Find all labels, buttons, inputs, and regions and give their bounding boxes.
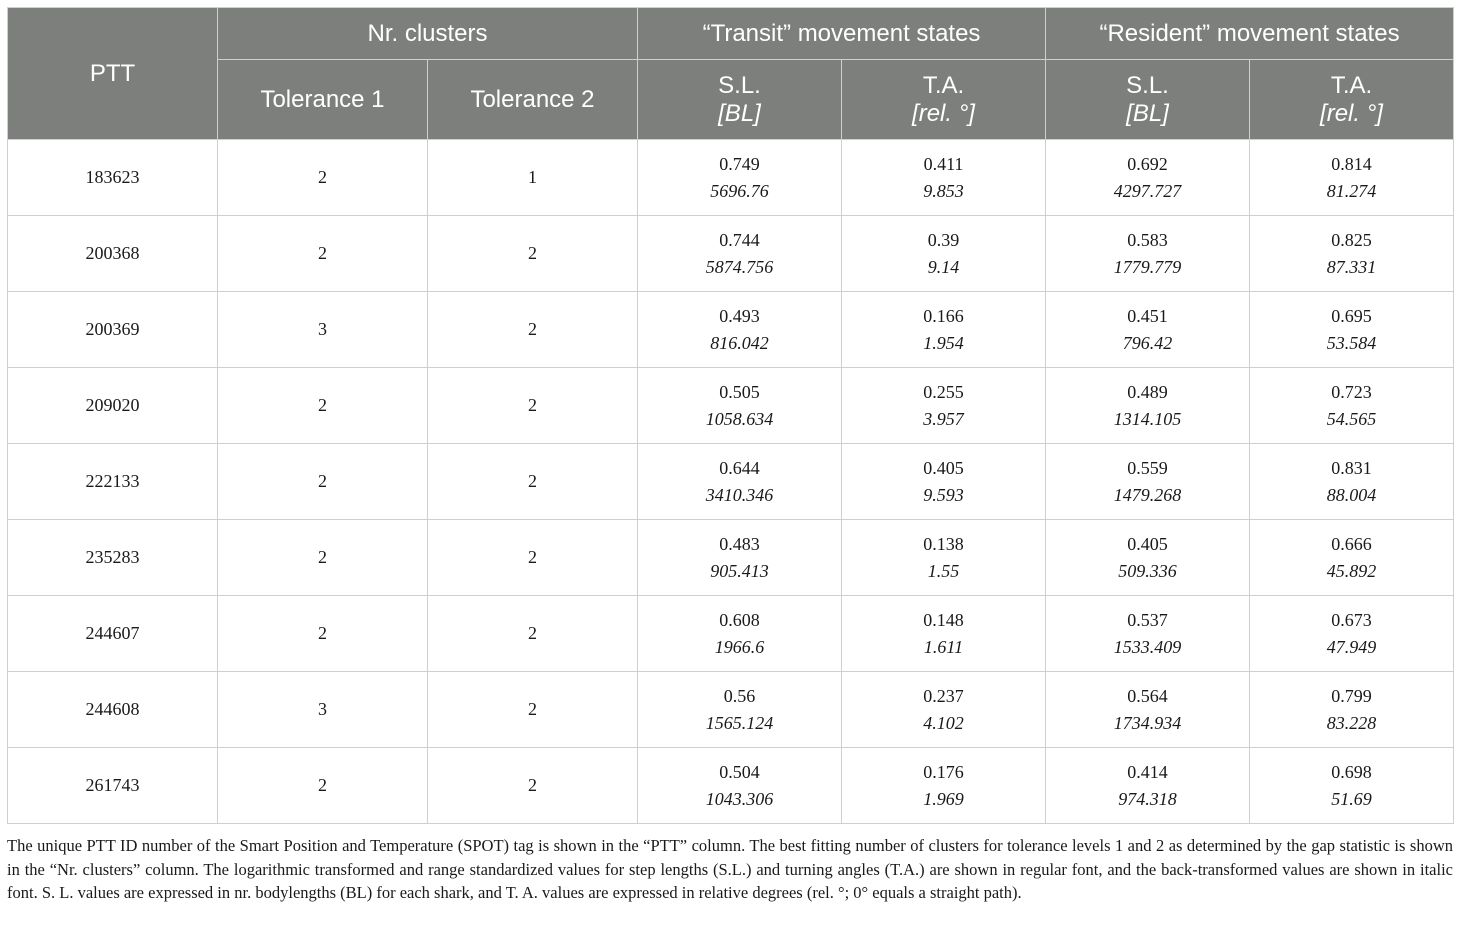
- cell-resident-ta: [1250, 444, 1454, 520]
- header-resident-ta: [1250, 60, 1454, 140]
- transformed-value: 0.695: [1331, 305, 1372, 326]
- header-ta-label: T.A.: [1330, 71, 1373, 99]
- back-transformed-value: 1533.409: [1113, 636, 1182, 657]
- table-row: [8, 140, 1454, 216]
- back-transformed-value: 3.957: [923, 408, 964, 429]
- table-body: [8, 140, 1454, 824]
- cell-resident-ta: [1250, 140, 1454, 216]
- table-row: [8, 672, 1454, 748]
- transformed-value: 0.608: [719, 609, 760, 630]
- back-transformed-value: 509.336: [1118, 560, 1177, 581]
- table-row: [8, 520, 1454, 596]
- back-transformed-value: 1734.934: [1113, 712, 1182, 733]
- cell-transit-ta: [842, 748, 1046, 824]
- back-transformed-value: 3410.346: [705, 484, 774, 505]
- cell-transit-sl: [638, 520, 842, 596]
- cell-resident-ta: [1250, 520, 1454, 596]
- cell-tolerance-2: 1: [428, 140, 638, 216]
- back-transformed-value: 1314.105: [1113, 408, 1182, 429]
- transformed-value: 0.405: [1127, 533, 1168, 554]
- cell-tolerance-2: 2: [428, 520, 638, 596]
- cell-tolerance-2: 2: [428, 292, 638, 368]
- table-header: [8, 8, 1454, 140]
- cell-resident-sl: [1046, 520, 1250, 596]
- header-nr-clusters: Nr. clusters: [218, 8, 638, 60]
- cell-transit-ta: [842, 140, 1046, 216]
- header-sl-label: S.L.: [1126, 71, 1169, 99]
- header-ptt: PTT: [8, 8, 218, 140]
- cell-tolerance-1: 3: [218, 672, 428, 748]
- back-transformed-value: 1.954: [923, 332, 964, 353]
- transformed-value: 0.799: [1331, 685, 1372, 706]
- cell-ptt: 244608: [8, 672, 218, 748]
- back-transformed-value: 1.969: [923, 788, 964, 809]
- table-row: [8, 292, 1454, 368]
- transformed-value: 0.237: [923, 685, 964, 706]
- transformed-value: 0.255: [923, 381, 964, 402]
- back-transformed-value: 54.565: [1326, 408, 1377, 429]
- transformed-value: 0.176: [923, 761, 964, 782]
- cell-resident-ta: [1250, 216, 1454, 292]
- header-sl-label: S.L.: [718, 71, 761, 99]
- cell-tolerance-2: 2: [428, 216, 638, 292]
- transformed-value: 0.698: [1331, 761, 1372, 782]
- back-transformed-value: 88.004: [1326, 484, 1377, 505]
- transformed-value: 0.744: [719, 229, 760, 250]
- header-transit-ta: [842, 60, 1046, 140]
- back-transformed-value: 1479.268: [1113, 484, 1182, 505]
- cell-transit-ta: [842, 368, 1046, 444]
- back-transformed-value: 1779.779: [1113, 256, 1182, 277]
- transformed-value: 0.405: [923, 457, 964, 478]
- cell-resident-sl: [1046, 444, 1250, 520]
- cell-ptt: 244607: [8, 596, 218, 672]
- cell-transit-sl: [638, 140, 842, 216]
- header-sl-unit: [BL]: [1126, 99, 1169, 127]
- cell-resident-sl: [1046, 748, 1250, 824]
- back-transformed-value: 974.318: [1118, 788, 1177, 809]
- cell-transit-sl: [638, 748, 842, 824]
- back-transformed-value: 45.892: [1326, 560, 1377, 581]
- cell-ptt: 200369: [8, 292, 218, 368]
- cell-resident-ta: [1250, 596, 1454, 672]
- cell-ptt: 200368: [8, 216, 218, 292]
- back-transformed-value: 4.102: [923, 712, 964, 733]
- back-transformed-value: 1966.6: [714, 636, 765, 657]
- cell-resident-ta: [1250, 368, 1454, 444]
- cell-tolerance-2: 2: [428, 596, 638, 672]
- cell-ptt: 209020: [8, 368, 218, 444]
- header-ta-unit: [rel. °]: [1320, 99, 1383, 127]
- back-transformed-value: 51.69: [1331, 788, 1372, 809]
- transformed-value: 0.148: [923, 609, 964, 630]
- back-transformed-value: 5874.756: [705, 256, 774, 277]
- back-transformed-value: 9.593: [923, 484, 964, 505]
- back-transformed-value: 1058.634: [705, 408, 774, 429]
- cell-resident-ta: [1250, 748, 1454, 824]
- transformed-value: 0.56: [723, 685, 756, 706]
- cell-resident-sl: [1046, 368, 1250, 444]
- transformed-value: 0.39: [927, 229, 960, 250]
- table-caption: The unique PTT ID number of the Smart Position and Temperature (SPOT) tag is shown in the “PTT” column. The best fitting number of clusters for tolerance levels 1 and 2 as determined by the gap statistic is shown in the “Nr. clusters” column. The logarithmic transformed and range standardized values for step lengths (S.L.) and turning angles (T.A.) are shown in regular font, and the back-transformed values are shown in italic font. S. L. values are expressed in nr. bodylengths (BL) for each shark, and T. A. values are expressed in relative degrees (rel. °; 0° equals a straight path).: [7, 836, 1453, 902]
- cell-ptt: 183623: [8, 140, 218, 216]
- header-tolerance-2: Tolerance 2: [428, 60, 638, 140]
- back-transformed-value: 905.413: [710, 560, 769, 581]
- table-row: [8, 748, 1454, 824]
- cell-tolerance-1: 3: [218, 292, 428, 368]
- header-sl-unit: [BL]: [718, 99, 761, 127]
- cell-tolerance-1: 2: [218, 140, 428, 216]
- transformed-value: 0.166: [923, 305, 964, 326]
- cell-tolerance-1: 2: [218, 596, 428, 672]
- cell-ptt: 222133: [8, 444, 218, 520]
- transformed-value: 0.814: [1331, 153, 1372, 174]
- transformed-value: 0.564: [1127, 685, 1168, 706]
- transformed-value: 0.559: [1127, 457, 1168, 478]
- cell-transit-ta: [842, 292, 1046, 368]
- header-transit: “Transit” movement states: [638, 8, 1046, 60]
- back-transformed-value: 1043.306: [705, 788, 774, 809]
- transformed-value: 0.138: [923, 533, 964, 554]
- transformed-value: 0.504: [719, 761, 760, 782]
- cell-resident-ta: [1250, 292, 1454, 368]
- cell-transit-sl: [638, 368, 842, 444]
- cell-transit-sl: [638, 596, 842, 672]
- cell-transit-sl: [638, 672, 842, 748]
- header-ta-label: T.A.: [922, 71, 965, 99]
- back-transformed-value: 9.853: [923, 180, 964, 201]
- cell-tolerance-1: 2: [218, 368, 428, 444]
- cell-tolerance-2: 2: [428, 444, 638, 520]
- cell-resident-sl: [1046, 596, 1250, 672]
- cell-transit-sl: [638, 292, 842, 368]
- header-resident-sl: [1046, 60, 1250, 140]
- table-row: [8, 444, 1454, 520]
- cell-ptt: 261743: [8, 748, 218, 824]
- transformed-value: 0.411: [923, 153, 964, 174]
- cell-resident-sl: [1046, 672, 1250, 748]
- cell-transit-ta: [842, 444, 1046, 520]
- header-transit-sl: [638, 60, 842, 140]
- back-transformed-value: 53.584: [1326, 332, 1377, 353]
- transformed-value: 0.831: [1331, 457, 1372, 478]
- cell-tolerance-1: 2: [218, 216, 428, 292]
- transformed-value: 0.644: [719, 457, 760, 478]
- back-transformed-value: 81.274: [1326, 180, 1377, 201]
- cell-tolerance-2: 2: [428, 368, 638, 444]
- header-tolerance-1: Tolerance 1: [218, 60, 428, 140]
- table-row: [8, 368, 1454, 444]
- results-table: [7, 7, 1454, 824]
- transformed-value: 0.489: [1127, 381, 1168, 402]
- transformed-value: 0.414: [1127, 761, 1168, 782]
- header-resident: “Resident” movement states: [1046, 8, 1454, 60]
- transformed-value: 0.749: [719, 153, 760, 174]
- cell-tolerance-1: 2: [218, 444, 428, 520]
- header-ta-unit: [rel. °]: [912, 99, 975, 127]
- transformed-value: 0.483: [719, 533, 760, 554]
- cell-resident-sl: [1046, 292, 1250, 368]
- cell-tolerance-2: 2: [428, 748, 638, 824]
- back-transformed-value: 5696.76: [710, 180, 769, 201]
- back-transformed-value: 47.949: [1326, 636, 1377, 657]
- cell-tolerance-1: 2: [218, 520, 428, 596]
- back-transformed-value: 9.14: [927, 256, 960, 277]
- back-transformed-value: 816.042: [710, 332, 769, 353]
- transformed-value: 0.493: [719, 305, 760, 326]
- table-container: [7, 7, 1453, 824]
- back-transformed-value: 1.611: [923, 636, 964, 657]
- transformed-value: 0.505: [719, 381, 760, 402]
- transformed-value: 0.451: [1127, 305, 1168, 326]
- cell-transit-ta: [842, 216, 1046, 292]
- back-transformed-value: 83.228: [1326, 712, 1377, 733]
- transformed-value: 0.537: [1127, 609, 1168, 630]
- back-transformed-value: 4297.727: [1113, 180, 1182, 201]
- transformed-value: 0.583: [1127, 229, 1168, 250]
- transformed-value: 0.723: [1331, 381, 1372, 402]
- transformed-value: 0.692: [1127, 153, 1168, 174]
- transformed-value: 0.825: [1331, 229, 1372, 250]
- cell-resident-sl: [1046, 216, 1250, 292]
- cell-ptt: 235283: [8, 520, 218, 596]
- transformed-value: 0.666: [1331, 533, 1372, 554]
- back-transformed-value: 1565.124: [705, 712, 774, 733]
- cell-resident-sl: [1046, 140, 1250, 216]
- cell-transit-sl: [638, 444, 842, 520]
- transformed-value: 0.673: [1331, 609, 1372, 630]
- cell-tolerance-1: 2: [218, 748, 428, 824]
- table-row: [8, 216, 1454, 292]
- cell-tolerance-2: 2: [428, 672, 638, 748]
- table-row: [8, 596, 1454, 672]
- cell-resident-ta: [1250, 672, 1454, 748]
- cell-transit-ta: [842, 672, 1046, 748]
- cell-transit-sl: [638, 216, 842, 292]
- back-transformed-value: 87.331: [1326, 256, 1377, 277]
- cell-transit-ta: [842, 596, 1046, 672]
- back-transformed-value: 796.42: [1122, 332, 1173, 353]
- back-transformed-value: 1.55: [927, 560, 960, 581]
- cell-transit-ta: [842, 520, 1046, 596]
